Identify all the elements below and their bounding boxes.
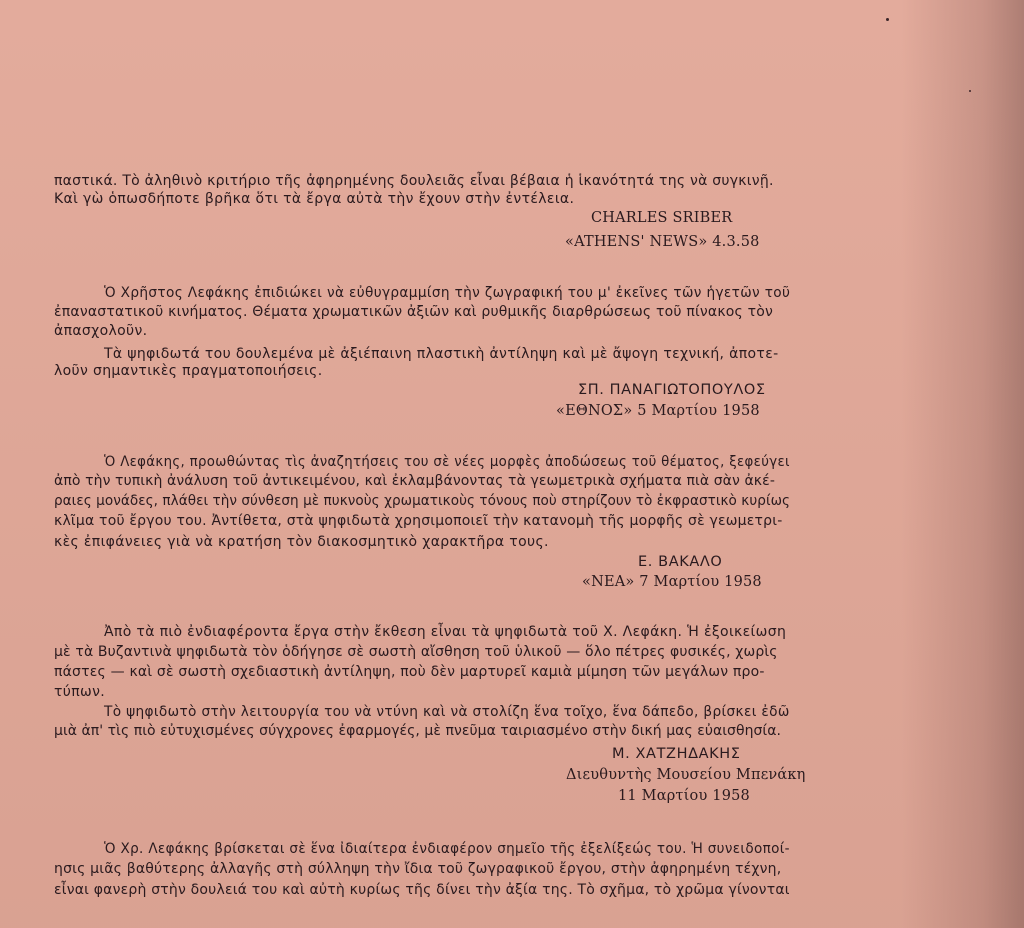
- body-line: Ὁ Χρῆστος Λεφάκης ἐπιδιώκει νὰ εὐθυγραμμίση τὴν ζωγραφική του μ' ἐκεῖνες τῶν ἡγετῶν τοῦ: [104, 285, 791, 301]
- signature-date: 11 Μαρτίου 1958: [618, 788, 750, 804]
- scan-speck: [969, 90, 971, 92]
- body-line: ἐπαναστατικοῦ κινήματος. Θέματα χρωματικῶν ἀξιῶν καὶ ρυθμικῆς διαρθρώσεως τοῦ πίνακος τὸν: [54, 304, 774, 320]
- body-line: τύπων.: [54, 684, 106, 700]
- body-line: Τὰ ψηφιδωτά του δουλεμένα μὲ ἀξιέπαινη πλαστικὴ ἀντίληψη καὶ μὲ ἄψογη τεχνική, ἀποτε-: [104, 346, 779, 362]
- body-line: Καὶ γὼ ὁπωσδήποτε βρῆκα ὅτι τὰ ἔργα αὐτὰ τὴν ἔχουν στὴν ἐντέλεια.: [54, 191, 575, 207]
- body-line: κὲς ἐπιφάνειες γιὰ νὰ κρατήση τὸν διακοσμητικὸ χαρακτῆρα τους.: [54, 534, 549, 550]
- body-line: κλῖμα τοῦ ἔργου του. Ἀντίθετα, στὰ ψηφιδωτὰ χρησιμοποιεῖ τὴν κατανομὴ τῆς μορφῆς σὲ γεωμετρι-: [54, 513, 783, 529]
- signature-name: CHARLES SRIBER: [591, 210, 733, 226]
- body-line: εἶναι φανερὴ στὴν δουλειά του καὶ αὐτὴ κυρίως τῆς δίνει τὴν ἀξία της. Τὸ σχῆμα, τὸ χρῶμα γίνονται: [54, 882, 790, 898]
- signature-name: Μ. ΧΑΤΖΗΔΑΚΗΣ: [612, 746, 741, 762]
- body-line: Ὁ Χρ. Λεφάκης βρίσκεται σὲ ἕνα ἰδιαίτερα ἐνδιαφέρον σημεῖο τῆς ἐξελίξεώς του. Ἡ συνειδοποί-: [104, 841, 790, 857]
- body-line: Ἀπὸ τὰ πιὸ ἐνδιαφέροντα ἔργα στὴν ἔκθεση εἶναι τὰ ψηφιδωτὰ τοῦ Χ. Λεφάκη. Ἡ ἐξοικείωση: [104, 624, 787, 640]
- signature-source: «ATHENS' NEWS» 4.3.58: [565, 234, 760, 250]
- body-line: μιὰ ἀπ' τὶς πιὸ εὐτυχισμένες σύγχρονες ἐφαρμογές, μὲ πνεῦμα ταιριασμένο στὴν δική μας εὐαισθησία.: [54, 723, 781, 739]
- body-line: ἀπὸ τὴν τυπικὴ ἀνάλυση τοῦ ἀντικειμένου, καὶ ἐκλαμβάνοντας τὰ γεωμετρικὰ σχήματα πιὰ σὰν ἀκέ-: [54, 473, 775, 489]
- signature-title: Διευθυντὴς Μουσείου Μπενάκη: [566, 767, 806, 783]
- body-line: Ὁ Λεφάκης, προωθώντας τὶς ἀναζητήσεις του σὲ νέες μορφὲς ἀποδώσεως τοῦ θέματος, ξεφεύγει: [104, 454, 790, 470]
- body-line: ἀπασχολοῦν.: [54, 323, 148, 339]
- body-line: ραιες μονάδες, πλάθει τὴν σύνθεση μὲ πυκνοὺς χρωματικοὺς τόνους ποὺ στηρίζουν τὸ ἐκφραστικὸ κυρίως: [54, 493, 791, 509]
- body-line: ησις μιᾶς βαθύτερης ἀλλαγῆς στὴ σύλληψη τὴν ἴδια τοῦ ζωγραφικοῦ ἔργου, στὴν ἀφηρημένη τέχνη,: [54, 861, 782, 877]
- body-line: λοῦν σημαντικὲς πραγματοποιήσεις.: [54, 363, 323, 379]
- body-line: μὲ τὰ Βυζαντινὰ ψηφιδωτὰ τὸν ὁδήγησε σὲ σωστὴ αἴσθηση τοῦ ὑλικοῦ — ὅλο πέτρες φυσικές, χωρὶς: [54, 644, 778, 660]
- signature-source: «ΝΕΑ» 7 Μαρτίου 1958: [582, 574, 762, 590]
- signature-name: Ε. ΒΑΚΑΛΟ: [638, 554, 723, 570]
- body-line: πάστες — καὶ σὲ σωστὴ σχεδιαστικὴ ἀντίληψη, ποὺ δὲν μαρτυρεῖ καμιὰ μίμηση τῶν μεγάλων προ-: [54, 664, 765, 680]
- signature-source: «ΕΘΝΟΣ» 5 Μαρτίου 1958: [556, 403, 760, 419]
- signature-name: ΣΠ. ΠΑΝΑΓΙΩΤΟΠΟΥΛΟΣ: [578, 382, 766, 398]
- body-line: παστικά. Τὸ ἀληθινὸ κριτήριο τῆς ἀφηρημένης δουλειᾶς εἶναι βέβαια ἡ ἱκανότητά της νὰ συγκινῇ.: [54, 173, 774, 189]
- body-line: Τὸ ψηφιδωτὸ στὴν λειτουργία του νὰ ντύνη καὶ νὰ στολίζη ἕνα τοῖχο, ἕνα δάπεδο, βρίσκει ἐδῶ: [104, 704, 790, 720]
- scan-speck: [886, 18, 889, 21]
